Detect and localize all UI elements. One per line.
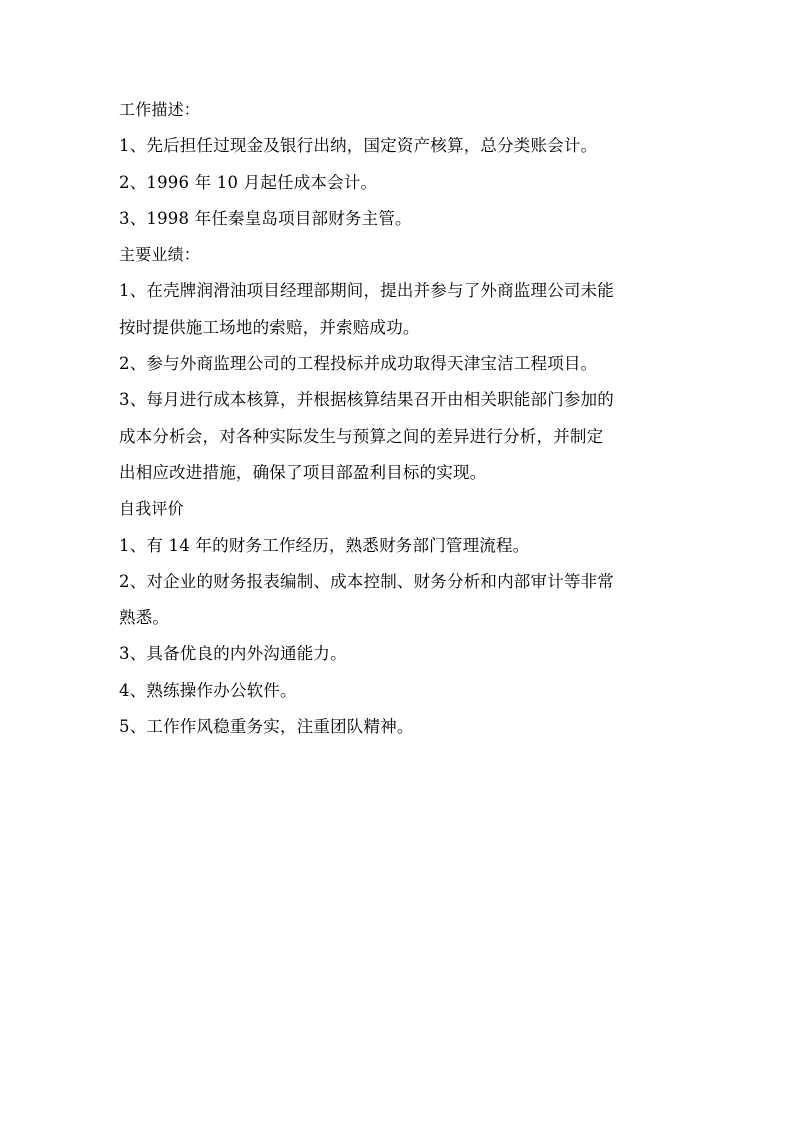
achievement-item-line: 出相应改进措施，确保了项目部盈利目标的实现。 [119, 462, 487, 482]
achievement-item-line: 2、参与外商监理公司的工程投标并成功取得天津宝洁工程项目。 [119, 354, 598, 374]
self-evaluation-item-line: 3、具备优良的内外沟通能力。 [119, 644, 347, 664]
resume-content [119, 92, 685, 745]
work-description-item: 3、1998 年任秦皇岛项目部财务主管。 [119, 208, 412, 228]
self-evaluation-item-line: 2、对企业的财务报表编制、成本控制、财务分析和内部审计等非常 [119, 571, 614, 591]
achievement-item-line: 3、每月进行成本核算，并根据核算结果召开由相关职能部门参加的 [119, 390, 614, 410]
self-evaluation-heading: 自我评价 [119, 499, 184, 519]
work-description-item: 1、先后担任过现金及银行出纳，国定资产核算，总分类账会计。 [119, 136, 598, 156]
self-evaluation-item-line: 5、工作作风稳重务实，注重团队精神。 [119, 717, 414, 737]
self-evaluation-item-line: 熟悉。 [119, 608, 170, 628]
work-description-item: 2、1996 年 10 月起任成本会计。 [119, 172, 378, 192]
achievement-item-line: 成本分析会，对各种实际发生与预算之间的差异进行分析，并制定 [119, 426, 604, 446]
work-description-heading: 工作描述： [119, 100, 201, 119]
achievement-item-line: 按时提供施工场地的索赔，并索赔成功。 [119, 317, 420, 337]
self-evaluation-item-line: 4、熟练操作办公软件。 [119, 680, 297, 700]
self-evaluation-item-line: 1、有 14 年的财务工作经历，熟悉财务部门管理流程。 [119, 535, 530, 555]
achievements-heading: 主要业绩： [119, 245, 201, 265]
achievement-item-line: 1、在壳牌润滑油项目经理部期间，提出并参与了外商监理公司未能 [119, 281, 614, 301]
